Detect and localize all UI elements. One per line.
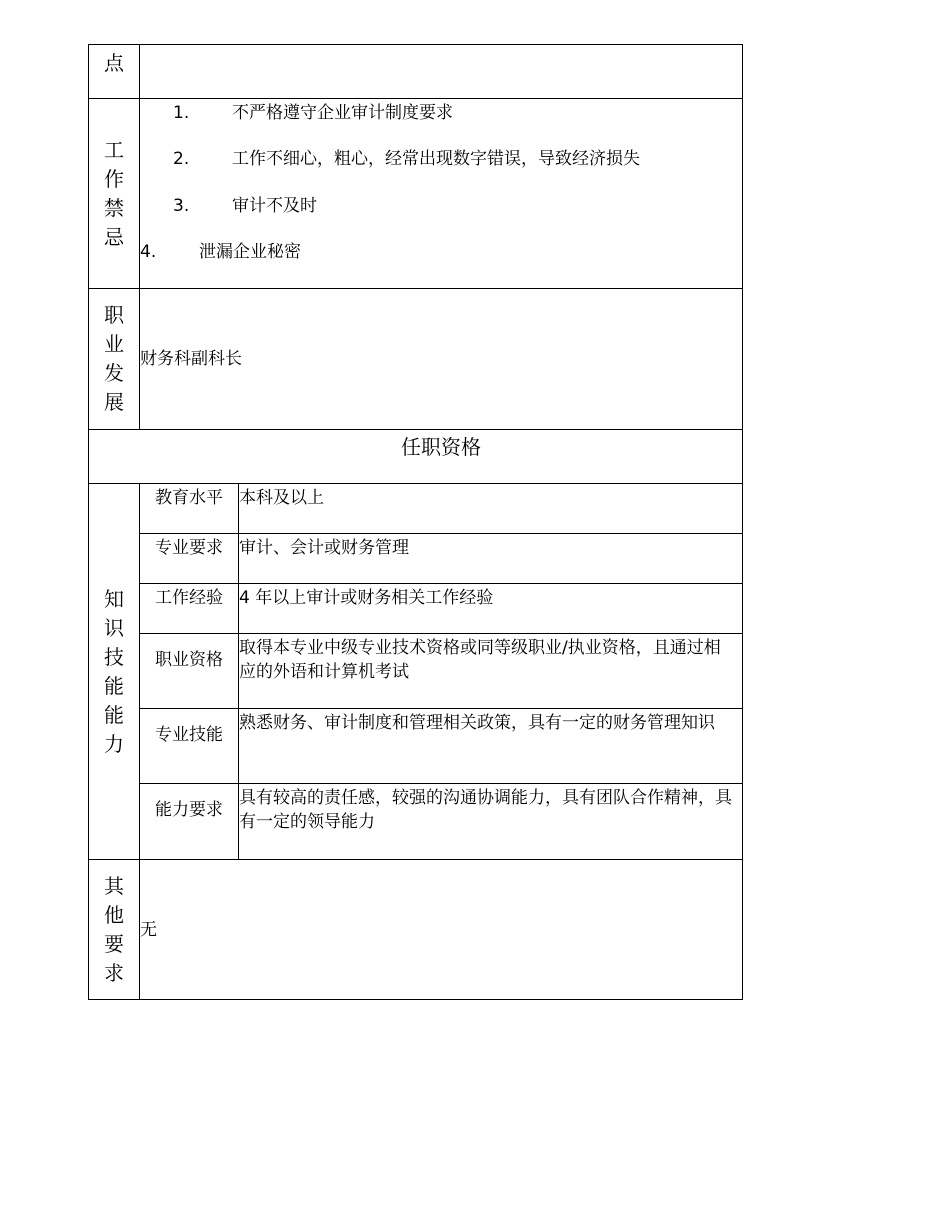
qualification-row bbox=[140, 584, 742, 634]
point-row bbox=[88, 44, 743, 99]
qualification-label: 职业资格 bbox=[140, 634, 239, 708]
qualification-value: 具有较高的责任感，较强的沟通协调能力，具有团队合作精神，具有一定的领导能力 bbox=[239, 788, 732, 832]
work-prohibitions-content: 1. 不严格遵守企业审计制度要求 2. 工作不细心，粗心，经常出现数字错误，导致经济损失 3. 审计不及时 4. 泄漏企业秘密 bbox=[140, 103, 640, 262]
qualification-label: 专业要求 bbox=[140, 534, 239, 583]
qualification-value: 本科及以上 bbox=[239, 488, 324, 508]
qualification-value: 4 年以上审计或财务相关工作经验 bbox=[239, 588, 494, 608]
work-prohibitions-label: 工作禁忌 bbox=[89, 99, 140, 288]
point-content bbox=[140, 45, 742, 98]
point-label: 点 bbox=[89, 45, 140, 98]
qualification-label: 教育水平 bbox=[140, 484, 239, 533]
qualifications-title-row bbox=[88, 430, 743, 484]
career-development-label: 职业发展 bbox=[89, 289, 140, 429]
qualifications-title: 任职资格 bbox=[401, 435, 481, 459]
knowledge-skills-label: 知识技能能力 bbox=[89, 484, 140, 859]
qualification-label: 工作经验 bbox=[140, 584, 239, 633]
qualification-row bbox=[140, 709, 742, 784]
qualifications-subtable bbox=[140, 484, 742, 859]
qualification-row bbox=[140, 484, 742, 534]
qualification-row bbox=[140, 784, 742, 859]
qualification-value: 审计、会计或财务管理 bbox=[239, 538, 409, 558]
qualification-value: 熟悉财务、审计制度和管理相关政策，具有一定的财务管理知识 bbox=[239, 713, 715, 733]
knowledge-skills-row bbox=[88, 484, 743, 860]
other-requirements-label: 其他要求 bbox=[89, 860, 140, 999]
qualification-label: 专业技能 bbox=[140, 709, 239, 783]
qualification-label: 能力要求 bbox=[140, 784, 239, 859]
qualification-row bbox=[140, 634, 742, 709]
qualification-value: 取得本专业中级专业技术资格或同等级职业/执业资格，且通过相应的外语和计算机考试 bbox=[239, 638, 721, 682]
qualification-row bbox=[140, 534, 742, 584]
work-prohibitions-row bbox=[88, 99, 743, 289]
other-requirements-content: 无 bbox=[140, 919, 157, 940]
job-description-table bbox=[88, 44, 743, 1000]
career-development-row bbox=[88, 289, 743, 430]
career-development-content: 财务科副科长 bbox=[140, 349, 242, 369]
other-requirements-row bbox=[88, 860, 743, 1000]
